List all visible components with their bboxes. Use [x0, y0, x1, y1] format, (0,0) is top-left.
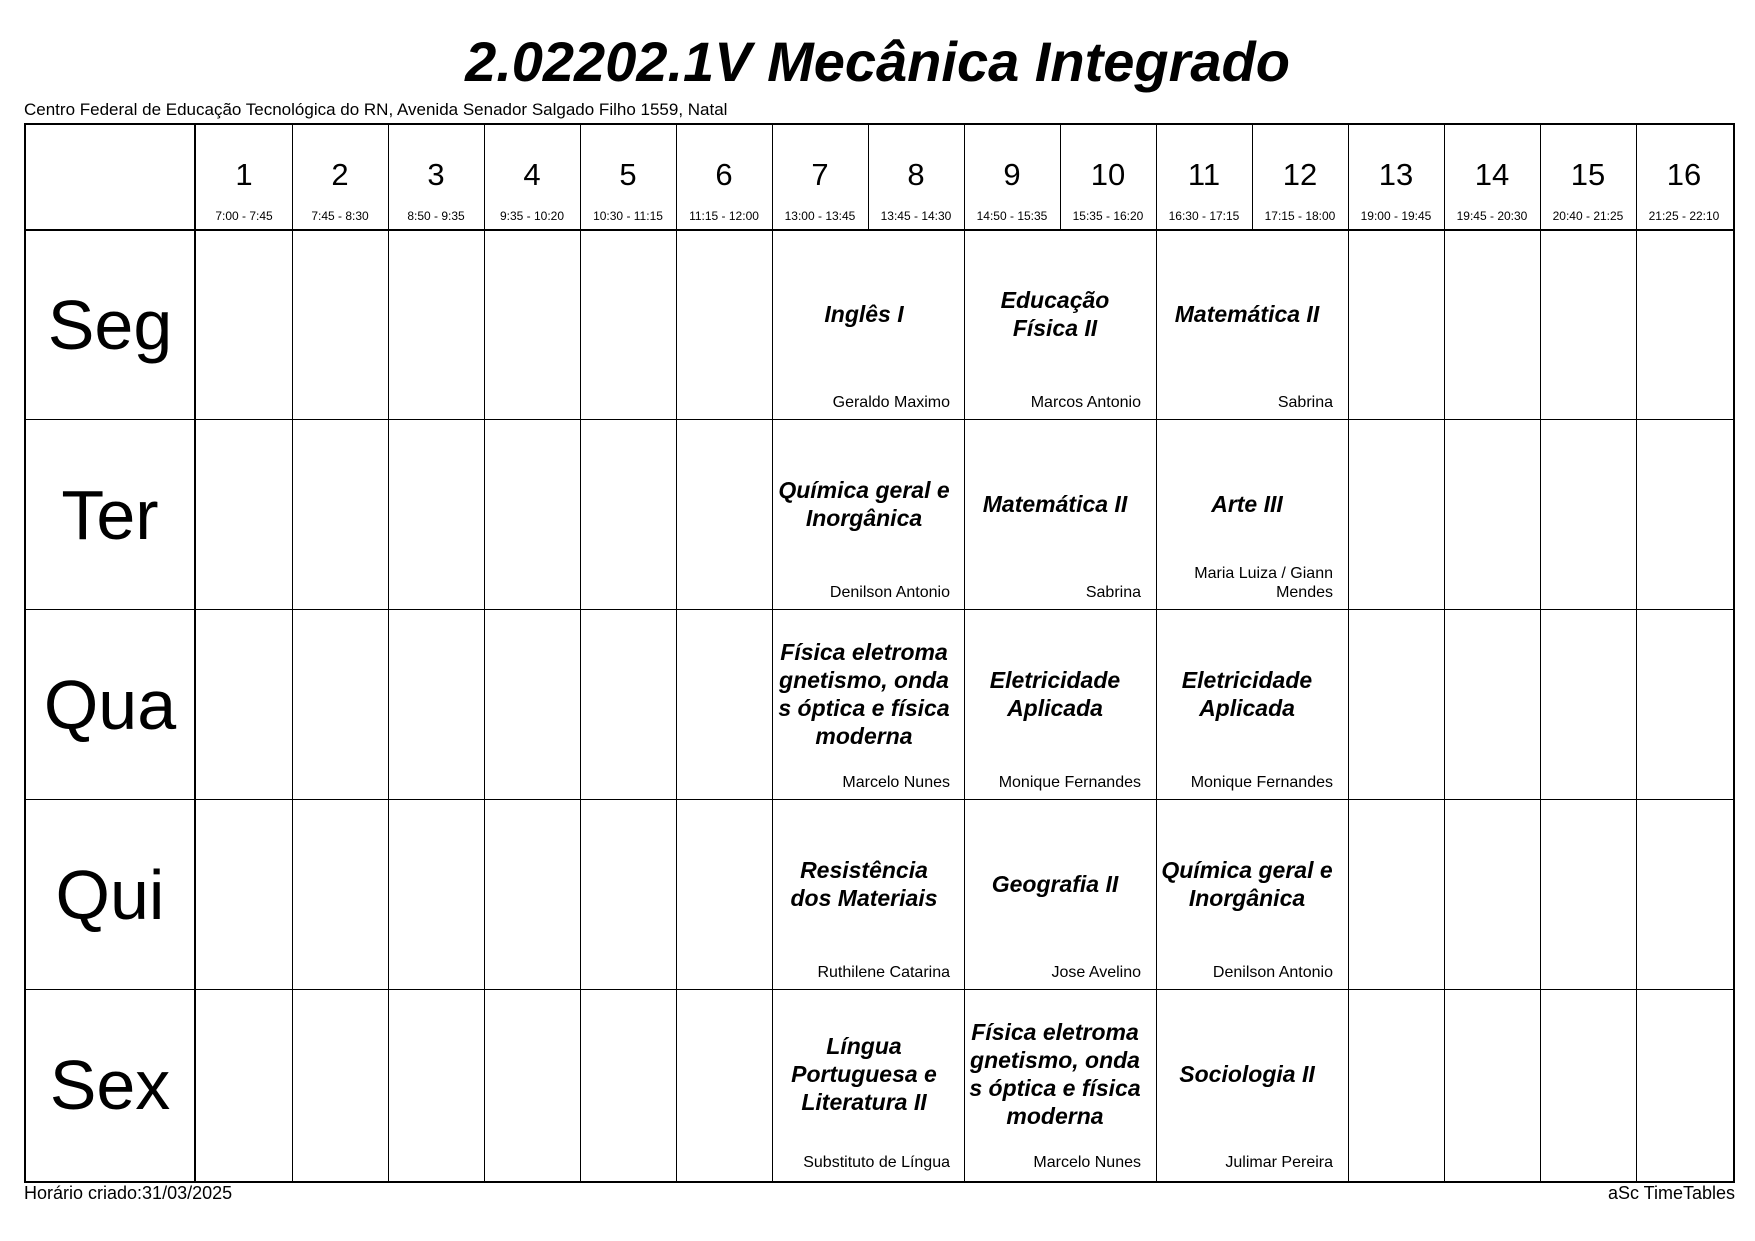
lesson-teacher: Marcelo Nunes — [1033, 1154, 1141, 1171]
lesson-cell[interactable] — [960, 799, 1150, 989]
period-number: 8 — [907, 157, 925, 192]
lesson-teacher: Monique Fernandes — [998, 774, 1141, 791]
lesson-subject: Eletricidade Aplicada — [989, 667, 1121, 721]
lesson-cell[interactable] — [769, 799, 959, 989]
lesson-teacher: Geraldo Maximo — [832, 394, 950, 411]
lesson-cell[interactable] — [1152, 419, 1342, 609]
lesson-cell[interactable] — [769, 229, 959, 419]
day-label: Ter — [61, 476, 159, 554]
timetable-title: 2.02202.1V Mecânica Integrado — [465, 30, 1290, 93]
day-label: Seg — [47, 286, 173, 364]
period-header — [292, 125, 388, 229]
period-time: 8:50 - 9:35 — [407, 209, 465, 223]
period-column-separator — [964, 125, 965, 1181]
period-number: 11 — [1187, 157, 1221, 192]
period-column-separator — [1348, 125, 1349, 1181]
period-number: 14 — [1474, 157, 1510, 192]
period-column-separator — [484, 125, 485, 1181]
lesson-subject: Matemática II — [1174, 301, 1320, 327]
period-column-separator — [1444, 125, 1445, 1181]
period-time: 7:00 - 7:45 — [215, 209, 273, 223]
lesson-subject: Resistência dos Materiais — [790, 857, 938, 911]
lesson-teacher: Maria Luiza / Giann Mendes — [1194, 565, 1333, 601]
lesson-cell[interactable] — [1152, 229, 1342, 419]
lesson-subject: Química geral e Inorgânica — [778, 477, 950, 531]
period-header — [484, 125, 580, 229]
period-column-separator — [292, 125, 293, 1181]
lesson-subject: Matemática II — [982, 491, 1128, 517]
lesson-cell[interactable] — [1152, 989, 1342, 1179]
lesson-cell[interactable] — [960, 609, 1150, 799]
period-number: 6 — [715, 157, 733, 192]
period-header — [1348, 125, 1444, 229]
period-time: 11:15 - 12:00 — [689, 209, 759, 223]
lesson-cell[interactable] — [769, 989, 959, 1179]
day-label: Qua — [43, 666, 177, 744]
period-time: 16:30 - 17:15 — [1168, 209, 1240, 223]
period-header — [868, 125, 964, 229]
period-number: 9 — [1003, 157, 1021, 192]
period-header — [1156, 125, 1252, 229]
period-header-separator — [868, 125, 869, 229]
period-time: 7:45 - 8:30 — [311, 209, 369, 223]
period-time: 19:00 - 19:45 — [1360, 209, 1432, 223]
timetable-grid — [24, 123, 1735, 1183]
period-column-separator — [1636, 125, 1637, 1181]
period-time: 17:15 - 18:00 — [1264, 209, 1336, 223]
period-header — [676, 125, 772, 229]
period-header-separator — [1060, 125, 1061, 229]
lesson-cell[interactable] — [1152, 799, 1342, 989]
lesson-cell[interactable] — [960, 989, 1150, 1179]
lesson-teacher: Marcos Antonio — [1030, 394, 1141, 411]
lesson-cell[interactable] — [960, 229, 1150, 419]
period-number: 15 — [1570, 157, 1606, 192]
period-header — [1444, 125, 1540, 229]
lesson-teacher: Monique Fernandes — [1190, 774, 1333, 791]
period-number: 5 — [619, 157, 637, 192]
lesson-subject: Geografia II — [991, 871, 1119, 897]
day-label: Sex — [49, 1046, 171, 1124]
lesson-teacher: Sabrina — [1085, 584, 1141, 601]
period-time: 9:35 - 10:20 — [499, 209, 565, 223]
lesson-subject: Física eletromagnetismo, ondas óptica e física moderna — [969, 1019, 1141, 1129]
period-number: 13 — [1378, 157, 1414, 192]
period-column-separator — [1540, 125, 1541, 1181]
period-number: 2 — [331, 157, 349, 192]
lesson-subject: Arte III — [1211, 491, 1283, 517]
school-address: Centro Federal de Educação Tecnológica do RN, Avenida Senador Salgado Filho 1559, Natal — [24, 100, 728, 119]
period-number: 10 — [1090, 157, 1126, 192]
period-column-separator — [580, 125, 581, 1181]
period-time: 10:30 - 11:15 — [593, 209, 663, 223]
period-number: 16 — [1666, 157, 1702, 192]
period-number: 3 — [427, 157, 445, 192]
period-time: 15:35 - 16:20 — [1072, 209, 1144, 223]
period-header — [1060, 125, 1156, 229]
lesson-teacher: Denilson Antonio — [829, 584, 950, 601]
created-date: Horário criado:31/03/2025 — [24, 1183, 233, 1203]
period-header — [1252, 125, 1348, 229]
period-time: 21:25 - 22:10 — [1648, 209, 1720, 223]
period-header — [580, 125, 676, 229]
lesson-subject: Física eletromagnetismo, ondas óptica e física moderna — [778, 639, 950, 749]
day-column-separator — [194, 125, 196, 1181]
period-header — [388, 125, 484, 229]
period-header — [196, 125, 292, 229]
period-header — [1636, 125, 1732, 229]
lesson-subject: Eletricidade Aplicada — [1181, 667, 1313, 721]
period-header-separator — [1252, 125, 1253, 229]
period-number: 1 — [235, 157, 253, 192]
lesson-teacher: Julimar Pereira — [1225, 1154, 1333, 1171]
lesson-teacher: Ruthilene Catarina — [817, 964, 950, 981]
lesson-teacher: Jose Avelino — [1051, 964, 1141, 981]
period-time: 13:45 - 14:30 — [880, 209, 952, 223]
period-number: 7 — [811, 157, 829, 192]
lesson-subject: Química geral e Inorgânica — [1161, 857, 1333, 911]
period-column-separator — [676, 125, 677, 1181]
lesson-subject: Sociologia II — [1179, 1061, 1315, 1087]
period-number: 12 — [1282, 157, 1318, 192]
period-header — [1540, 125, 1636, 229]
period-header — [772, 125, 868, 229]
lesson-teacher: Marcelo Nunes — [842, 774, 950, 791]
lesson-subject: Educação Física II — [1000, 287, 1110, 341]
period-time: 14:50 - 15:35 — [976, 209, 1048, 223]
lesson-cell[interactable] — [769, 419, 959, 609]
lesson-teacher: Denilson Antonio — [1212, 964, 1333, 981]
period-header — [964, 125, 1060, 229]
lesson-cell[interactable] — [960, 419, 1150, 609]
lesson-cell[interactable] — [769, 609, 959, 799]
software-credit: aSc TimeTables — [1607, 1183, 1735, 1203]
period-number: 4 — [523, 157, 541, 192]
lesson-subject: Inglês I — [824, 301, 904, 327]
period-time: 19:45 - 20:30 — [1456, 209, 1528, 223]
lesson-cell[interactable] — [1152, 609, 1342, 799]
lesson-teacher: Sabrina — [1277, 394, 1333, 411]
day-label: Qui — [55, 856, 165, 934]
period-column-separator — [772, 125, 773, 1181]
period-column-separator — [1156, 125, 1157, 1181]
period-time: 20:40 - 21:25 — [1552, 209, 1624, 223]
period-time: 13:00 - 13:45 — [784, 209, 856, 223]
lesson-teacher: Substituto de Língua — [803, 1154, 950, 1171]
lesson-subject: Língua Portuguesa e Literatura II — [791, 1033, 937, 1115]
period-column-separator — [388, 125, 389, 1181]
